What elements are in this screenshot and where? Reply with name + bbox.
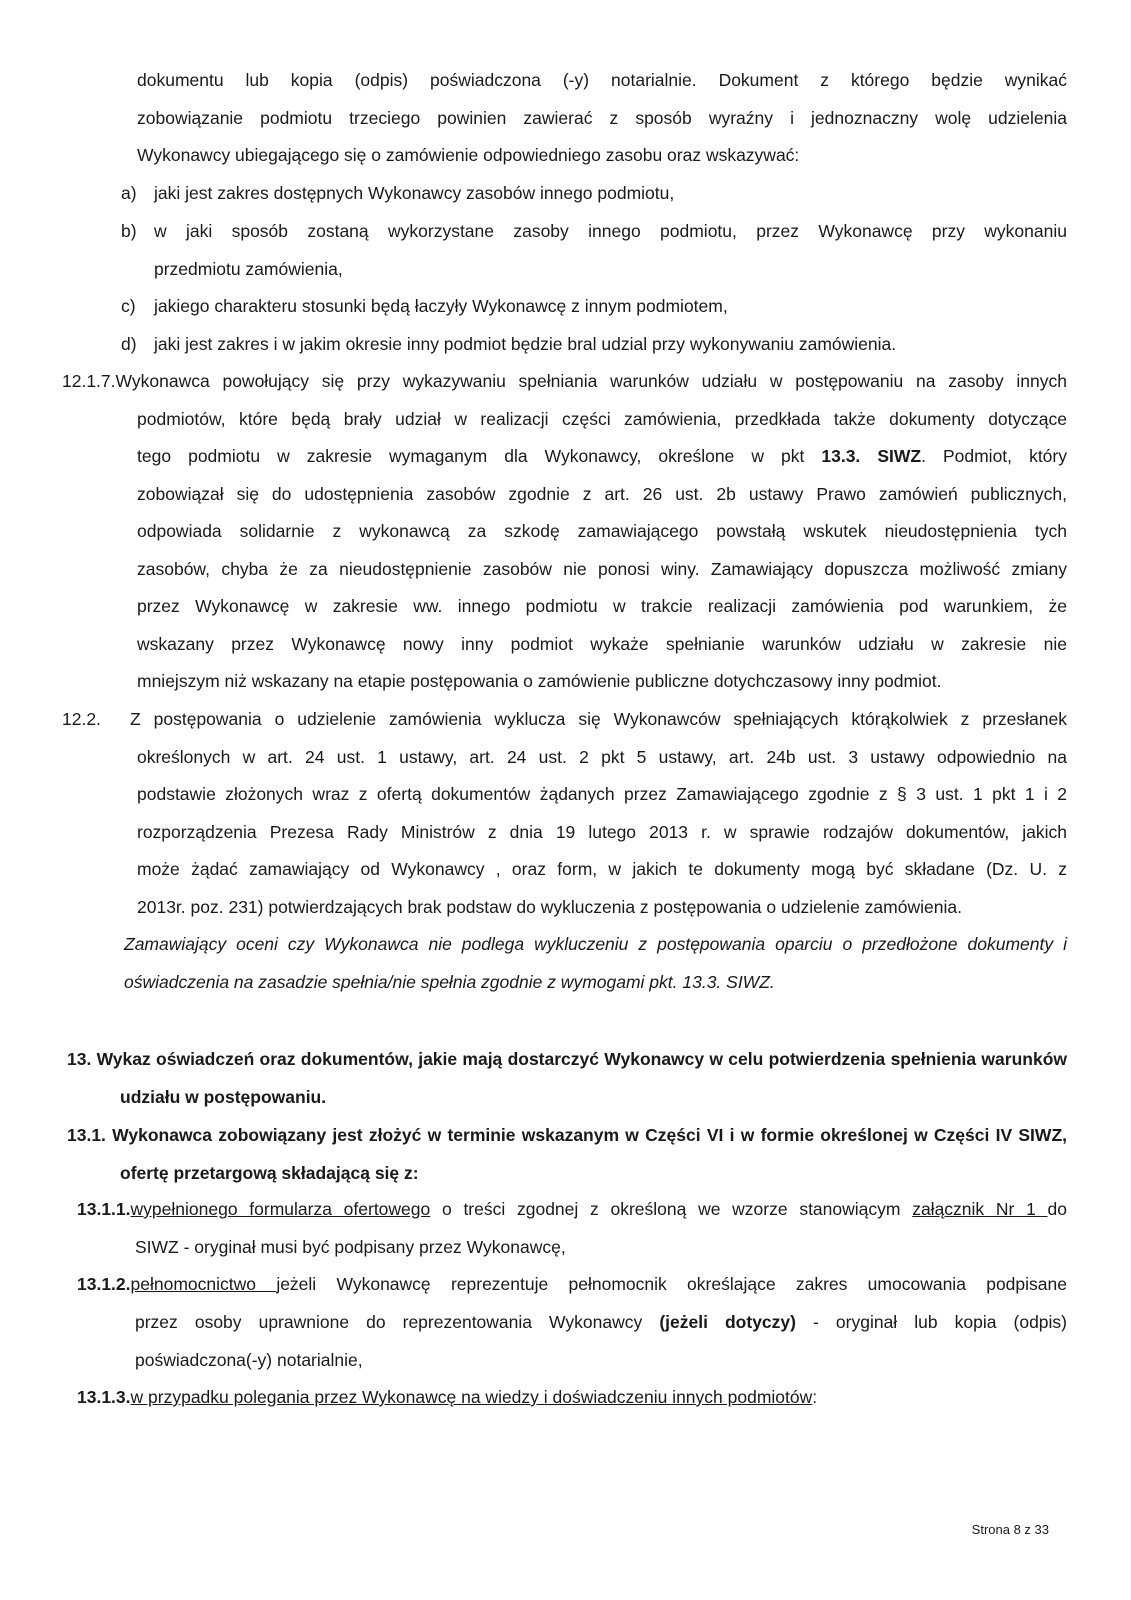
heading-line-1: 13. Wykaz oświadczeń oraz dokumentów, jakie mają dostarczyć Wykonawcy w celu potwierdzenia spełnienia warunków [67,1049,1067,1069]
section-13-1-1-line-2: SIWZ - oryginał musi być podpisany przez Wykonawcę, [135,1237,566,1257]
line-part: tego podmiotu w zakresie wymaganym dla Wykonawcy, określone w pkt [137,446,822,466]
list-marker: d) [121,334,137,354]
section-13-1-3 [77,1378,1067,1416]
section-13-1-1-line-1 [77,1190,1067,1228]
page-number-footer: Strona 8 z 33 [971,1522,1049,1537]
line: Z postępowania o udzielenie zamówienia wyklucza się Wykonawców spełniających którąkolwiek z przesłanek [130,709,1067,729]
line: mniejszym niż wskazany na etapie postępowania o zamówienie publiczne dotychczasowy inny podmiot. [137,671,942,691]
section-13-1-2 [77,1265,1067,1379]
section-number: 13.1.3. [77,1387,131,1407]
list-text: w jaki sposób zostaną wykorzystane zasoby innego podmiotu, przez Wykonawcę przy wykonaniu [154,221,1067,241]
list-marker: b) [121,221,137,241]
list-marker: a) [121,183,137,203]
list-text: jaki jest zakres i w jakim okresie inny podmiot będzie bral udzial przy wykonywaniu zamówienia. [154,334,897,354]
section-13-1-heading [67,1116,1067,1192]
offer-form-link[interactable]: wypełnionego formularza ofertowego [130,1199,431,1219]
list-item-b [121,213,1067,288]
line: zobowiązał się do udostępnienia zasobów zgodnie z art. 26 ust. 2b ustawy Prawo zamówień publicznych, [137,483,1067,504]
line-part: jeżeli Wykonawcę reprezentuje pełnomocnik określające zakres umocowania podpisane [276,1274,1067,1294]
list-text: jaki jest zakres dostępnych Wykonawcy zasobów innego podmiotu, [154,183,675,203]
section-13-1-2-line-3: poświadczona(-y) notarialnie, [135,1350,363,1370]
line-part: o treści zgodnej z określoną we wzorze stanowiącym [430,1199,913,1219]
line-part: do [1047,1199,1068,1219]
line: przez Wykonawcę w zakresie ww. innego podmiotu w trakcie realizacji zamówienia pod warunkiem, że [137,596,1067,616]
line-part: - oryginał lub kopia (odpis) [795,1312,1068,1332]
section-12-2-note [124,926,1067,1001]
heading-line-1: 13.1. Wykonawca zobowiązany jest złożyć w terminie wskazanym w Części VI i w formie określonej w Części IV SIWZ, [67,1125,1067,1145]
section-number: 12.1.7. [62,371,116,391]
section-12-1-7-first-line [62,363,1067,401]
section-number: 12.2. [62,709,101,729]
italic-line: Zamawiający oceni czy Wykonawca nie podlega wykluczeniu z postępowania oparciu o przedłożone dokumenty i [124,934,1067,954]
list-text-cont: przedmiotu zamówienia, [154,258,343,279]
line [137,438,1067,476]
line-part: : [812,1387,818,1407]
line: zasobów, chyba że za nieudostępnienie zasobów nie ponosi winy. Zamawiający dopuszcza możliwość zmiany [137,558,1067,579]
list-marker: c) [121,296,136,316]
section-13-1-1 [77,1190,1067,1266]
section-12-2-body [130,701,1067,926]
siwz-reference: 13.3. SIWZ [821,446,922,466]
italic-line: oświadczenia na zasadzie spełnia/nie spełnia zgodnie z wymogami pkt. 13.3. SIWZ. [124,971,775,992]
heading-line-2: ofertę przetargową składającą się z: [120,1163,419,1183]
heading-line-2: udziału w postępowaniu. [120,1087,327,1107]
line: rozporządzenia Prezesa Rady Ministrów z dnia 19 lutego 2013 r. w sprawie rodzajów dokumentów, jakich [137,821,1067,842]
other-entities-link[interactable]: w przypadku polegania przez Wykonawcę na wiedzy i doświadczeniu innych podmiotów [130,1387,813,1407]
intro-line-3: Wykonawcy ubiegającego się o zamówienie odpowiedniego zasobu oraz wskazywać: [137,145,800,165]
section-number: 13.1.1. [77,1199,131,1219]
line: określonych w art. 24 ust. 1 ustawy, art. 24 ust. 2 pkt 5 ustawy, art. 24b ust. 3 ustawy odpowiednio na [137,746,1067,767]
line: może żądać zamawiający od Wykonawcy , oraz form, w jakich te dokumenty mogą być składane (Dz. U. z [137,859,1067,879]
power-of-attorney-link[interactable]: pełnomocnictwo [130,1274,277,1294]
section-text: Wykonawca powołujący się przy wykazywaniu spełniania warunków udziału w postępowaniu na zasoby innych [115,371,1067,391]
line: podmiotów, które będą brały udział w realizacji części zamówienia, przedkłada także dokumenty dotyczące [137,408,1067,429]
attachment-1-link[interactable]: załącznik Nr 1 [912,1199,1048,1219]
line: 2013r. poz. 231) potwierdzających brak podstaw do wykluczenia z postępowania o udzielenie zamówienia. [137,896,962,917]
if-applicable-note: (jeżeli dotyczy) [659,1312,796,1332]
section-13-heading [67,1040,1067,1116]
intro-line-1: dokumentu lub kopia (odpis) poświadczona (-y) notarialnie. Dokument z którego będzie wynikać [137,70,1067,90]
line: podstawie złożonych wraz z ofertą dokumentów żądanych przez Zamawiającego zgodnie z § 3 ust. 1 pkt 1 i 2 [137,784,1067,804]
section-13-1-2-line-1 [77,1265,1067,1303]
line-part: przez osoby uprawnione do reprezentowania Wykonawcy [135,1312,660,1332]
list-text: jakiego charakteru stosunki będą łaczyły Wykonawcę z innym podmiotem, [154,296,728,316]
line-part: . Podmiot, który [921,446,1067,466]
intro-paragraph [137,62,1067,175]
section-13-1-2-line-2 [77,1303,1067,1341]
section-number: 13.1.2. [77,1274,131,1294]
section-12-1-7-body [137,401,1067,701]
intro-line-2: zobowiązanie podmiotu trzeciego powinien zawierać z sposób wyraźny i jednoznaczny wolę udzielenia [137,107,1067,128]
line: wskazany przez Wykonawcę nowy inny podmiot wykaże spełnianie warunków udziału w zakresie nie [137,633,1067,654]
line: odpowiada solidarnie z wykonawcą za szkodę zamawiającego powstałą wskutek nieudostępnienia tych [137,521,1067,541]
